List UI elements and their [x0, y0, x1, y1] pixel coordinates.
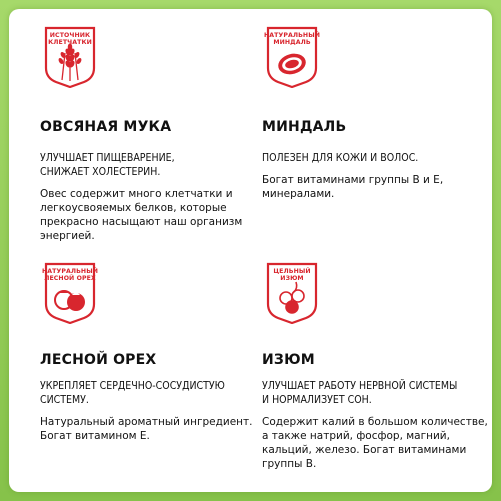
ingredient-title: ЛЕСНОЙ ОРЕХ [40, 352, 157, 368]
ingredient-benefit: ПОЛЕЗЕН ДЛЯ КОЖИ И ВОЛОС. [262, 152, 419, 164]
ingredient-description: Овес содержит много клетчатки и легкоусвояемых белков, которые прекрасно насыщают наш организм энергией. [40, 188, 243, 242]
badge-raisin [264, 260, 320, 324]
badge-hazelnut [42, 260, 98, 324]
badge-label: ИСТОЧНИК КЛЕТЧАТКИ [48, 32, 92, 46]
content-panel [9, 9, 492, 492]
ingredient-benefit: УЛУЧШАЕТ ПИЩЕВАРЕНИЕ, СНИЖАЕТ ХОЛЕСТЕРИН. [40, 152, 175, 178]
badge-label: НАТУРАЛЬНЫЙ ЛЕСНОЙ ОРЕХ [42, 268, 99, 282]
badge-oat [42, 24, 98, 88]
ingredient-benefit: УКРЕПЛЯЕТ СЕРДЕЧНО-СОСУДИСТУЮ СИСТЕМУ. [40, 380, 225, 406]
ingredient-title: ИЗЮМ [262, 352, 315, 368]
ingredient-description: Содержит калий в большом количестве, а также натрий, фосфор, магний, кальций, железо. Богат витаминами группы В. [262, 416, 488, 470]
badge-label: ЦЕЛЬНЫЙ ИЗЮМ [273, 268, 311, 282]
ingredient-title: ОВСЯНАЯ МУКА [40, 119, 172, 135]
badge-almond [264, 24, 320, 88]
ingredient-description: Богат витаминами группы В и Е, минералами. [262, 174, 444, 200]
ingredient-benefit: УЛУЧШАЕТ РАБОТУ НЕРВНОЙ СИСТЕМЫ И НОРМАЛИЗУЕТ СОН. [262, 380, 458, 406]
ingredient-description: Натуральный ароматный ингредиент. Богат витамином Е. [40, 416, 253, 442]
ingredient-title: МИНДАЛЬ [262, 119, 347, 135]
badge-label: НАТУРАЛЬНЫЙ МИНДАЛЬ [264, 32, 321, 46]
